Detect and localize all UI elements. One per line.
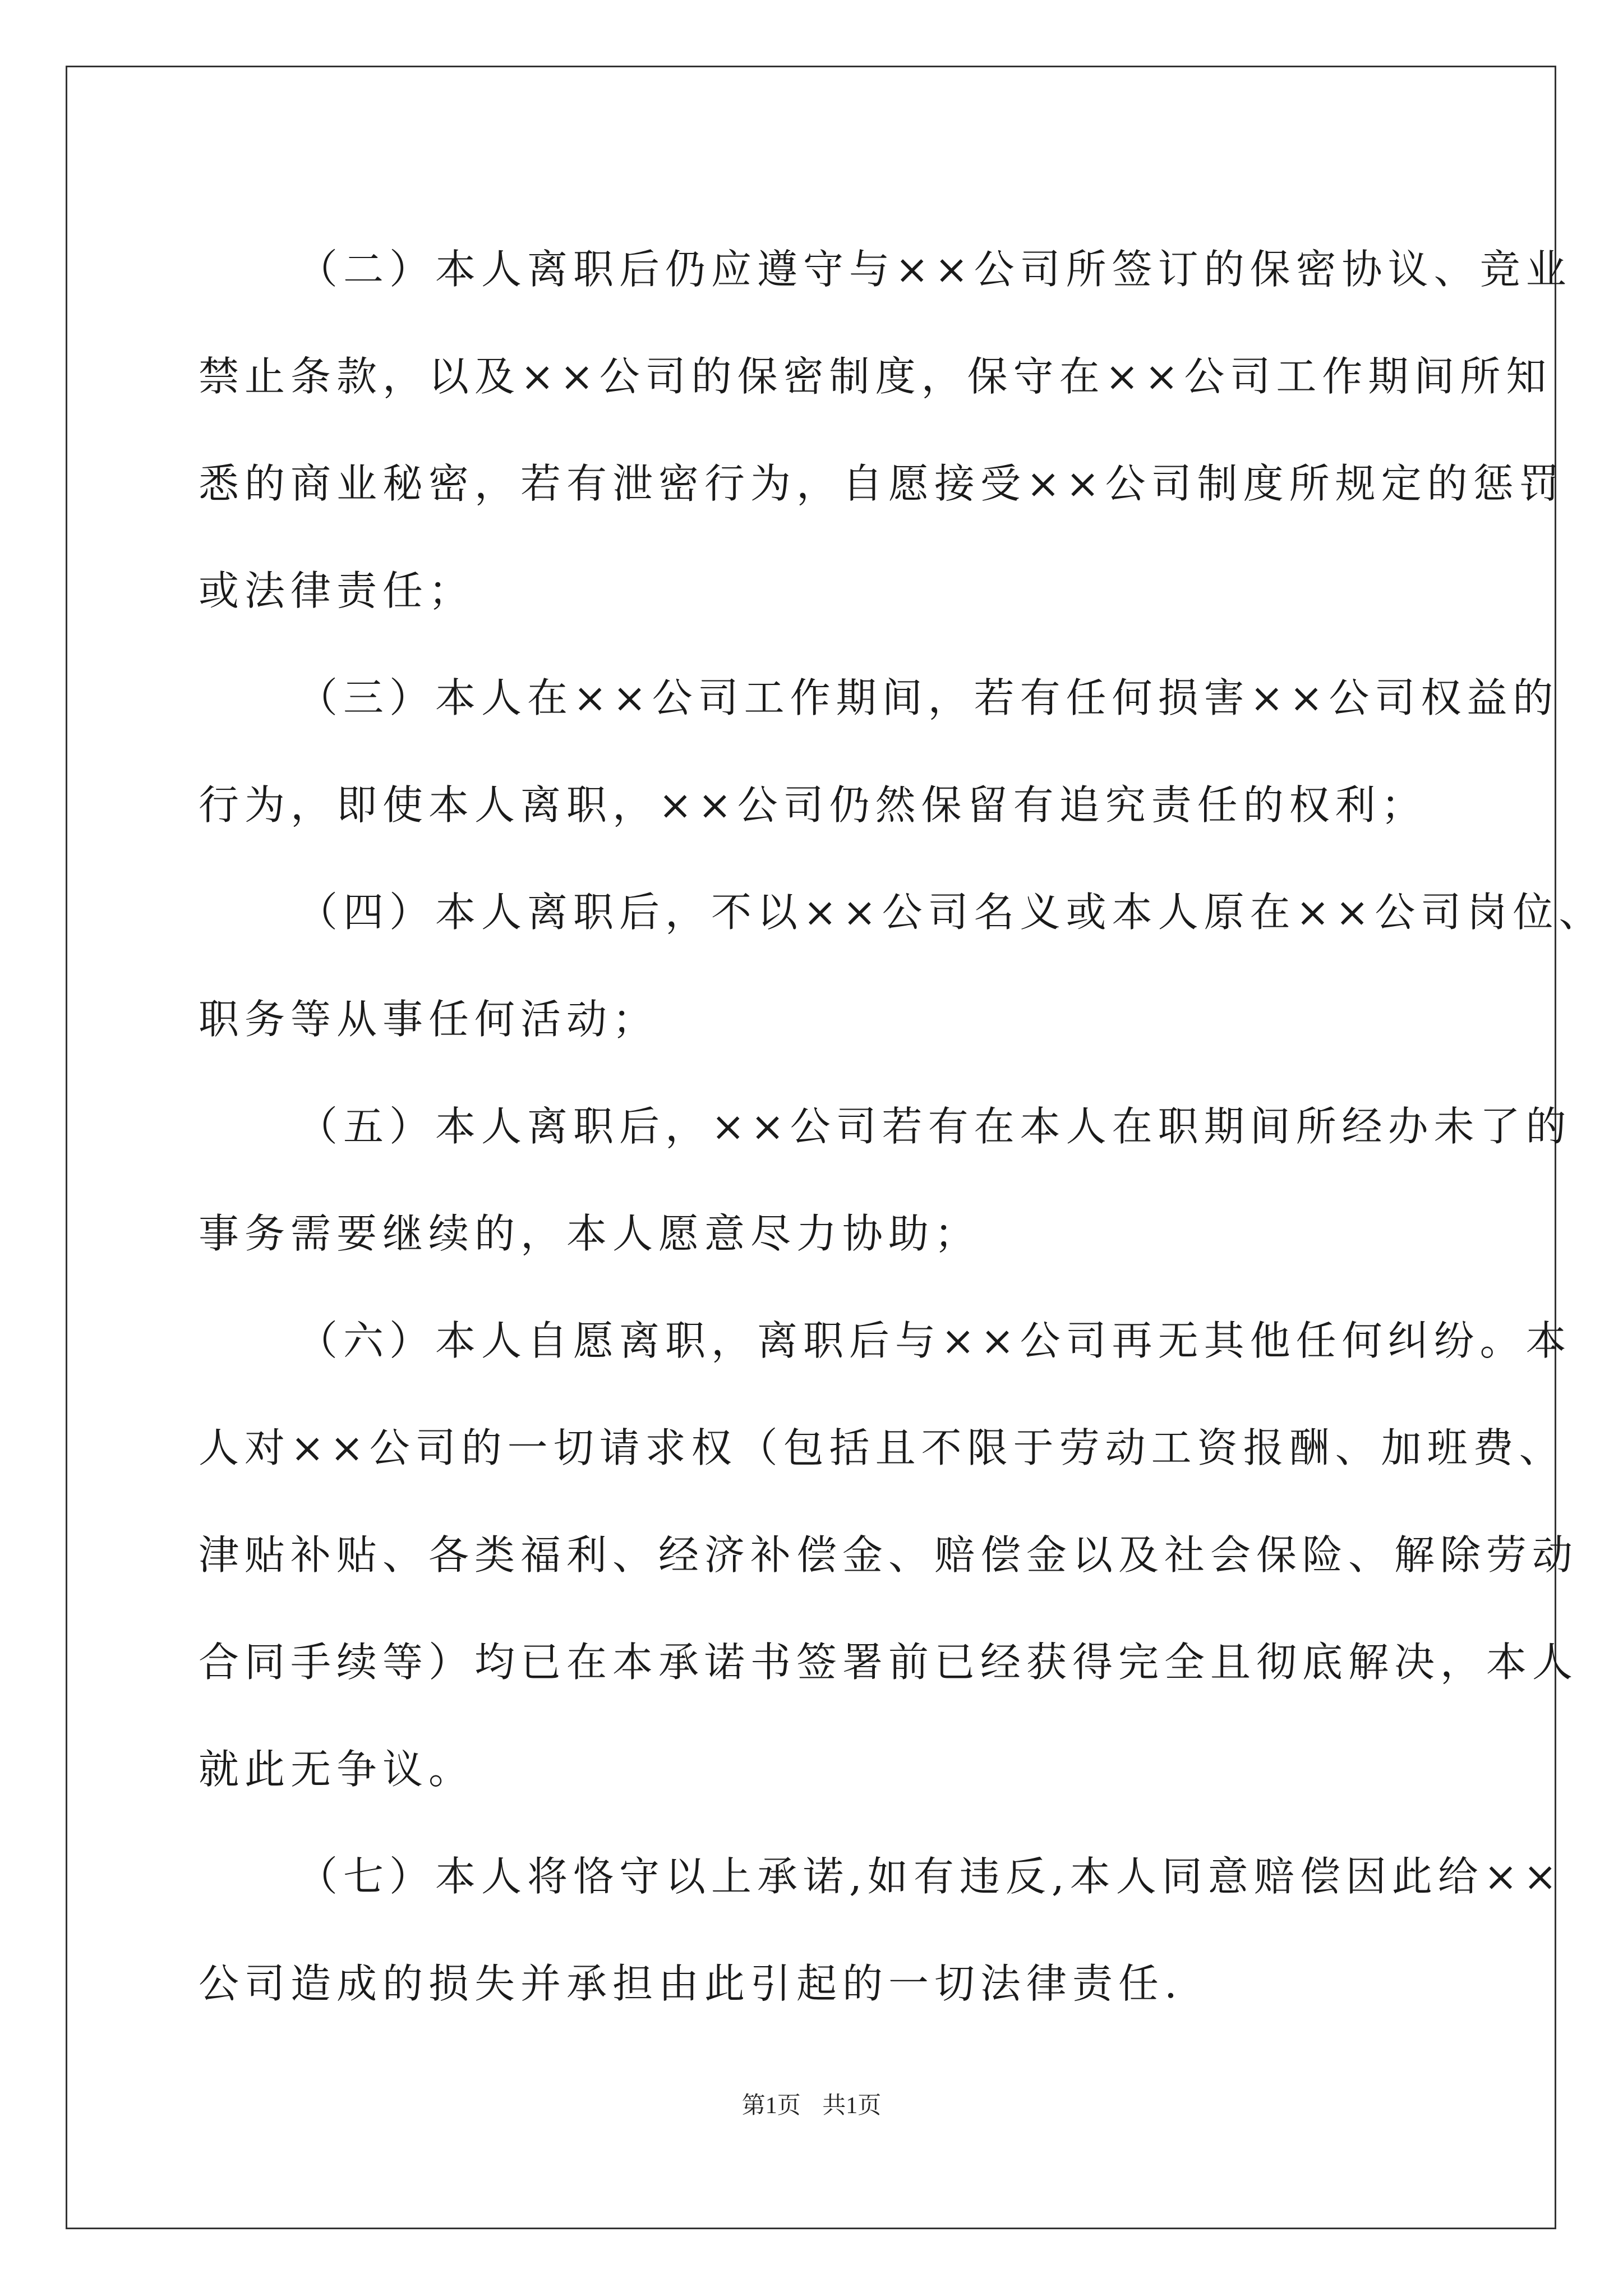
page-total: 共1页 [822,2093,882,2119]
paragraph-6 [199,1287,1579,1823]
text-line: 或法律责任； [199,567,475,614]
text-line: 禁止条款，以及××公司的保密制度，保守在××公司工作期间所知 [199,353,1552,400]
text-line: （七）本人将恪守以上承诺,如有违反,本人同意赔偿因此给×× [297,1853,1563,1900]
text-line: 津贴补贴、各类福利、经济补偿金、赔偿金以及社会保险、解除劳动 [199,1531,1579,1579]
text-line: 公司造成的损失并承担由此引起的一切法律责任. [199,1960,1183,2007]
page-number: 第1页 [741,2093,801,2119]
text-line: 行为，即使本人离职，××公司仍然保留有追究责任的权利； [199,781,1427,829]
text-line: （六）本人自愿离职，离职后与××公司再无其他任何纠纷。本 [297,1317,1572,1364]
paragraph-2 [199,216,1572,645]
text-line: （四）本人离职后，不以××公司名义或本人原在××公司岗位、 [297,889,1605,936]
text-line: （五）本人离职后，××公司若有在本人在职期间所经办未了的 [297,1103,1572,1150]
paragraph-3 [199,645,1559,859]
text-line: 合同手续等）均已在本承诺书签署前已经获得完全且彻底解决，本人 [199,1639,1579,1686]
document-body [199,216,1605,2037]
text-line: 事务需要继续的，本人愿意尽力协助； [199,1210,981,1257]
text-line: 悉的商业秘密，若有泄密行为，自愿接受××公司制度所规定的惩罚 [199,460,1565,507]
text-line: （三）本人在××公司工作期间，若有任何损害××公司权益的 [297,674,1559,721]
text-line: 就此无争议。 [199,1746,475,1793]
text-line: 职务等从事任何活动； [199,996,659,1043]
paragraph-7 [199,1823,1563,2037]
paragraph-4 [199,859,1605,1073]
paragraph-5 [199,1073,1572,1287]
text-line: （二）本人离职后仍应遵守与××公司所签订的保密协议、竞业 [297,246,1572,293]
text-line: 人对××公司的一切请求权（包括且不限于劳动工资报酬、加班费、 [199,1424,1565,1471]
page-footer [0,2087,1623,2120]
